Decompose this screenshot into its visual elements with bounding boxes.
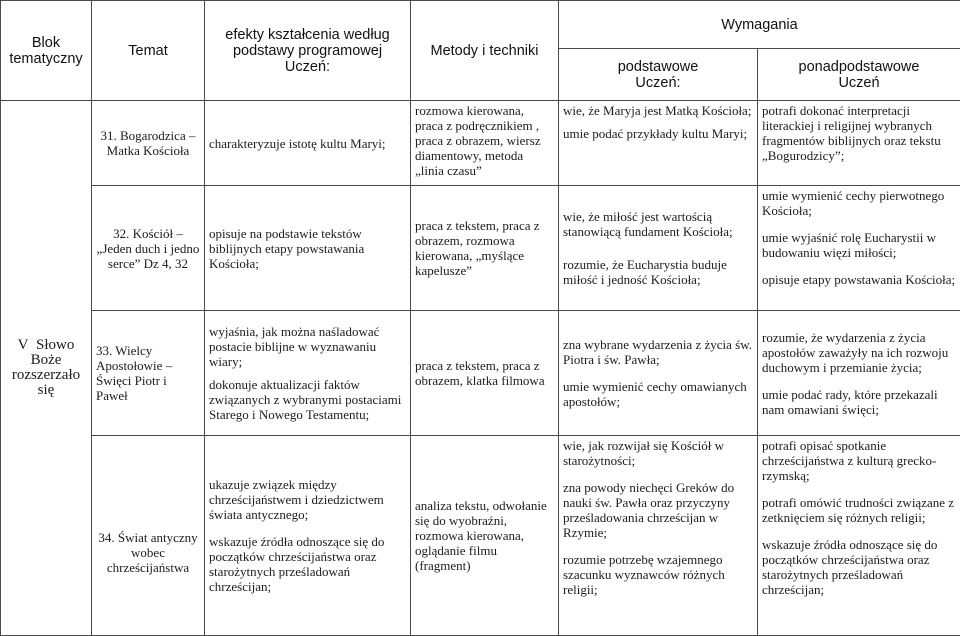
ponad-33: rozumie, że wydarzenia z życia apostołów zaważyły na ich rozwoju duchowym i przemianie życia; umie podać rady, które przekazali nam omawiani święci; (758, 311, 960, 436)
ponad-34: potrafi opisać spotkanie chrześcijaństwa z kulturą grecko-rzymską; potrafi omówić trudności związane z zetknięciem się różnych religii; wskazuje źródła odnoszące się do początków chrześcijaństwa oraz starożytnych prześladowań chrześcijan; (758, 436, 960, 636)
header-blok: Blok tematyczny (1, 1, 92, 101)
efekty-34: ukazuje związek między chrześcijaństwem i dziedzictwem świata antycznego; wskazuje źródła odnoszące się do początków chrześcijaństwa oraz starożytnych prześladowań chrześcijan; (205, 436, 411, 636)
metody-31: rozmowa kierowana, praca z podręcznikiem , praca z obrazem, wiersz diamentowy, metoda „linia czasu” (411, 101, 559, 186)
metody-33: praca z tekstem, praca z obrazem, klatka filmowa (411, 311, 559, 436)
block-number: V (18, 337, 29, 353)
block-title: Słowo Boże rozszerzało się (12, 337, 80, 398)
table-row (1, 311, 960, 436)
header-temat: Temat (92, 1, 205, 101)
header-podstawowe: podstawowe Uczeń: (559, 49, 758, 101)
topic-31: 31. Bogarodzica – Matka Kościoła (92, 101, 205, 186)
topic-34: 34. Świat antyczny wobec chrześcijaństwa (92, 436, 205, 636)
header-ponadpodstawowe: ponadpodstawowe Uczeń (758, 49, 960, 101)
ponad-31: potrafi dokonać interpretacji literackiej i religijnej wybranych fragmentów biblijnych oraz tekstu „Bogurodzicy”; (758, 101, 960, 186)
header-efekty: efekty kształcenia według podstawy programowej Uczeń: (205, 1, 411, 101)
podstawowe-33: zna wybrane wydarzenia z życia św. Piotra i św. Pawła; umie wymienić cechy omawianych apostołów; (559, 311, 758, 436)
podstawowe-31: wie, że Maryja jest Matką Kościoła; umie podać przykłady kultu Maryi; (559, 101, 758, 186)
block-cell (1, 101, 92, 636)
table-row (1, 436, 960, 636)
podstawowe-32: wie, że miłość jest wartością stanowiącą fundament Kościoła; rozumie, że Eucharystia buduje miłość i jedność Kościoła; (559, 186, 758, 311)
topic-33: 33. Wielcy Apostołowie – Święci Piotr i Paweł (92, 311, 205, 436)
efekty-31: charakteryzuje istotę kultu Maryi; (205, 101, 411, 186)
podstawowe-34: wie, jak rozwijał się Kościół w starożytności; zna powody niechęci Greków do nauki św. Pawła oraz przyczyny prześladowania chrześcijan w Rzymie; rozumie potrzebę wzajemnego szacunku wyznawców różnych religii; (559, 436, 758, 636)
efekty-32: opisuje na podstawie tekstów biblijnych etapy powstawania Kościoła; (205, 186, 411, 311)
table-row (1, 186, 960, 311)
header-wymagania: Wymagania (559, 1, 960, 49)
metody-34: analiza tekstu, odwołanie się do wyobraźni, rozmowa kierowana, oglądanie filmu (fragment) (411, 436, 559, 636)
topic-32: 32. Kościół – „Jeden duch i jedno serce” Dz 4, 32 (92, 186, 205, 311)
efekty-33: wyjaśnia, jak można naśladować postacie biblijne w wyznawaniu wiary; dokonuje aktualizacji faktów związanych z wybranymi postaciami Starego i Nowego Testamentu; (205, 311, 411, 436)
table-row (1, 101, 960, 186)
metody-32: praca z tekstem, praca z obrazem, rozmowa kierowana, „myślące kapelusze” (411, 186, 559, 311)
header-metody: Metody i techniki (411, 1, 559, 101)
ponad-32: umie wymienić cechy pierwotnego Kościoła; umie wyjaśnić rolę Eucharystii w budowaniu więzi miłości; opisuje etapy powstawania Kościoła; (758, 186, 960, 311)
